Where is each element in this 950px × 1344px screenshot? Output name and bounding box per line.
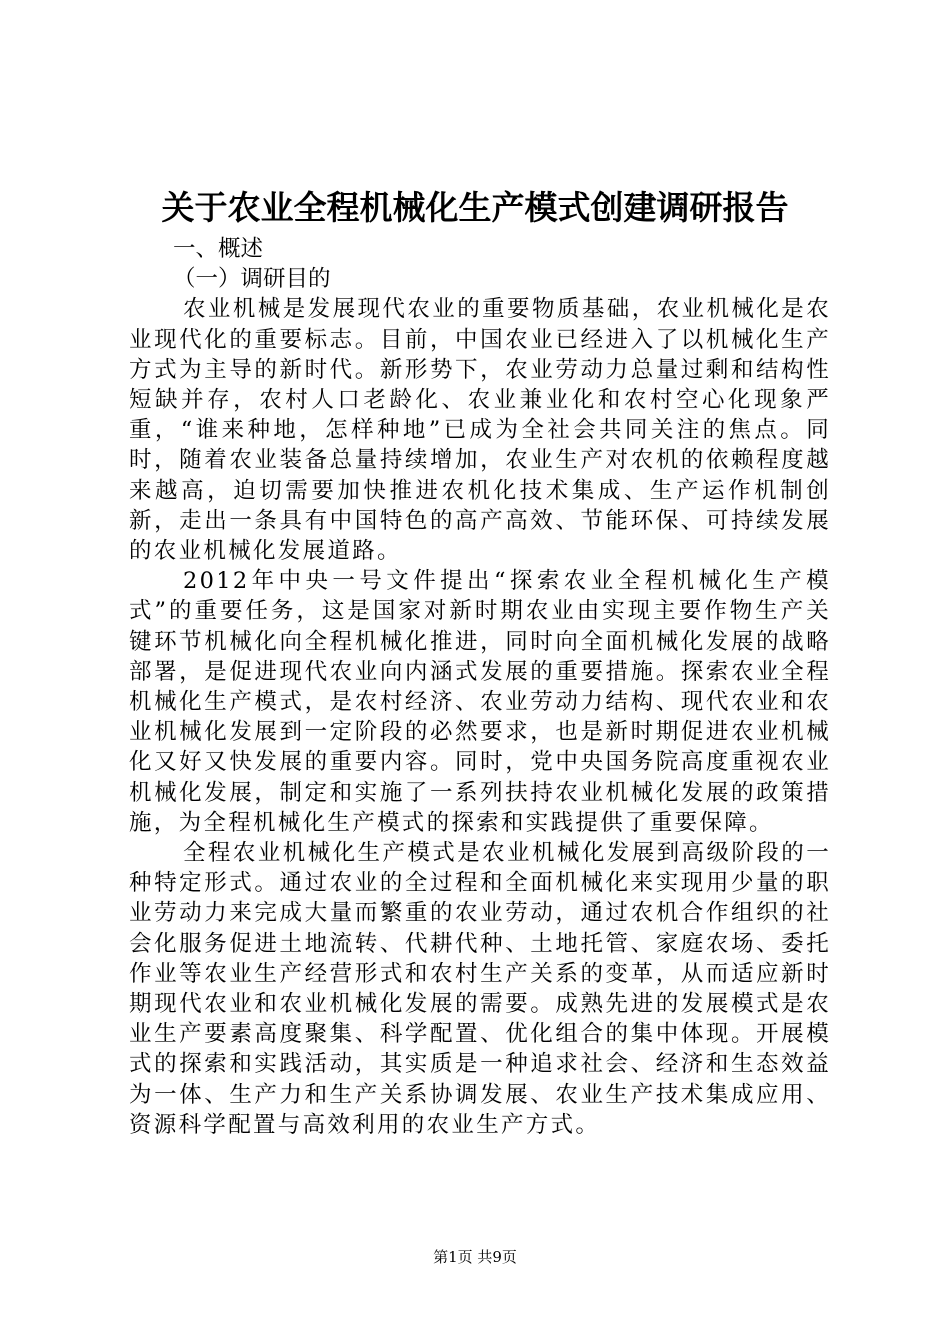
page-number: 第1页 共9页 <box>433 1248 517 1266</box>
paragraph: 全程农业机械化生产模式是农业机械化发展到高级阶段的一种特定形式。通过农业的全过程和全面机械化来实现用少量的职业劳动力来完成大量而繁重的农业劳动，通过农机合作组织的社会化服务促进土地流转、代耕代种、土地托管、家庭农场、委托作业等农业生产经营形式和农村生产关系的变革，从而适应新时期现代农业和农业机械化发展的需要。成熟先进的发展模式是农业生产要素高度聚集、科学配置、优化组合的集中体现。开展模式的探索和实践活动，其实质是一种追求社会、经济和生态效益为一体、生产力和生产关系协调发展、农业生产技术集成应用、资源科学配置与高效利用的农业生产方式。 <box>129 840 831 1138</box>
section-heading: 一、概述 <box>173 236 264 262</box>
document-title: 关于农业全程机械化生产模式创建调研报告 <box>161 188 789 227</box>
paragraph: 2012年中央一号文件提出“探索农业全程机械化生产模式”的重要任务，这是国家对新时期农业由实现主要作物生产关键环节机械化向全程机械化推进，同时向全面机械化发展的战略部署，是促进现代农业向内涵式发展的重要措施。探索农业全程机械化生产模式，是农村经济、农业劳动力结构、现代农业和农业机械化发展到一定阶段的必然要求，也是新时期促进农业机械化又好又快发展的重要内容。同时，党中央国务院高度重视农业机械化发展，制定和实施了一系列扶持农业机械化发展的政策措施，为全程机械化生产模式的探索和实践提供了重要保障。 <box>129 568 831 836</box>
document-body <box>129 234 831 1140</box>
subsection-heading: （一）调研目的 <box>173 266 331 293</box>
paragraph: 农业机械是发展现代农业的重要物质基础，农业机械化是农业现代化的重要标志。目前，中国农业已经进入了以机械化生产方式为主导的新时代。新形势下，农业劳动力总量过剩和结构性短缺并存，农村人口老龄化、农业兼业化和农村空心化现象严重，“谁来种地，怎样种地”已成为全社会共同关注的焦点。同时，随着农业装备总量持续增加，农业生产对农机的依赖程度越来越高，迫切需要加快推进农机化技术集成、生产运作机制创新，走出一条具有中国特色的高产高效、节能环保、可持续发展的农业机械化发展道路。 <box>129 296 831 565</box>
